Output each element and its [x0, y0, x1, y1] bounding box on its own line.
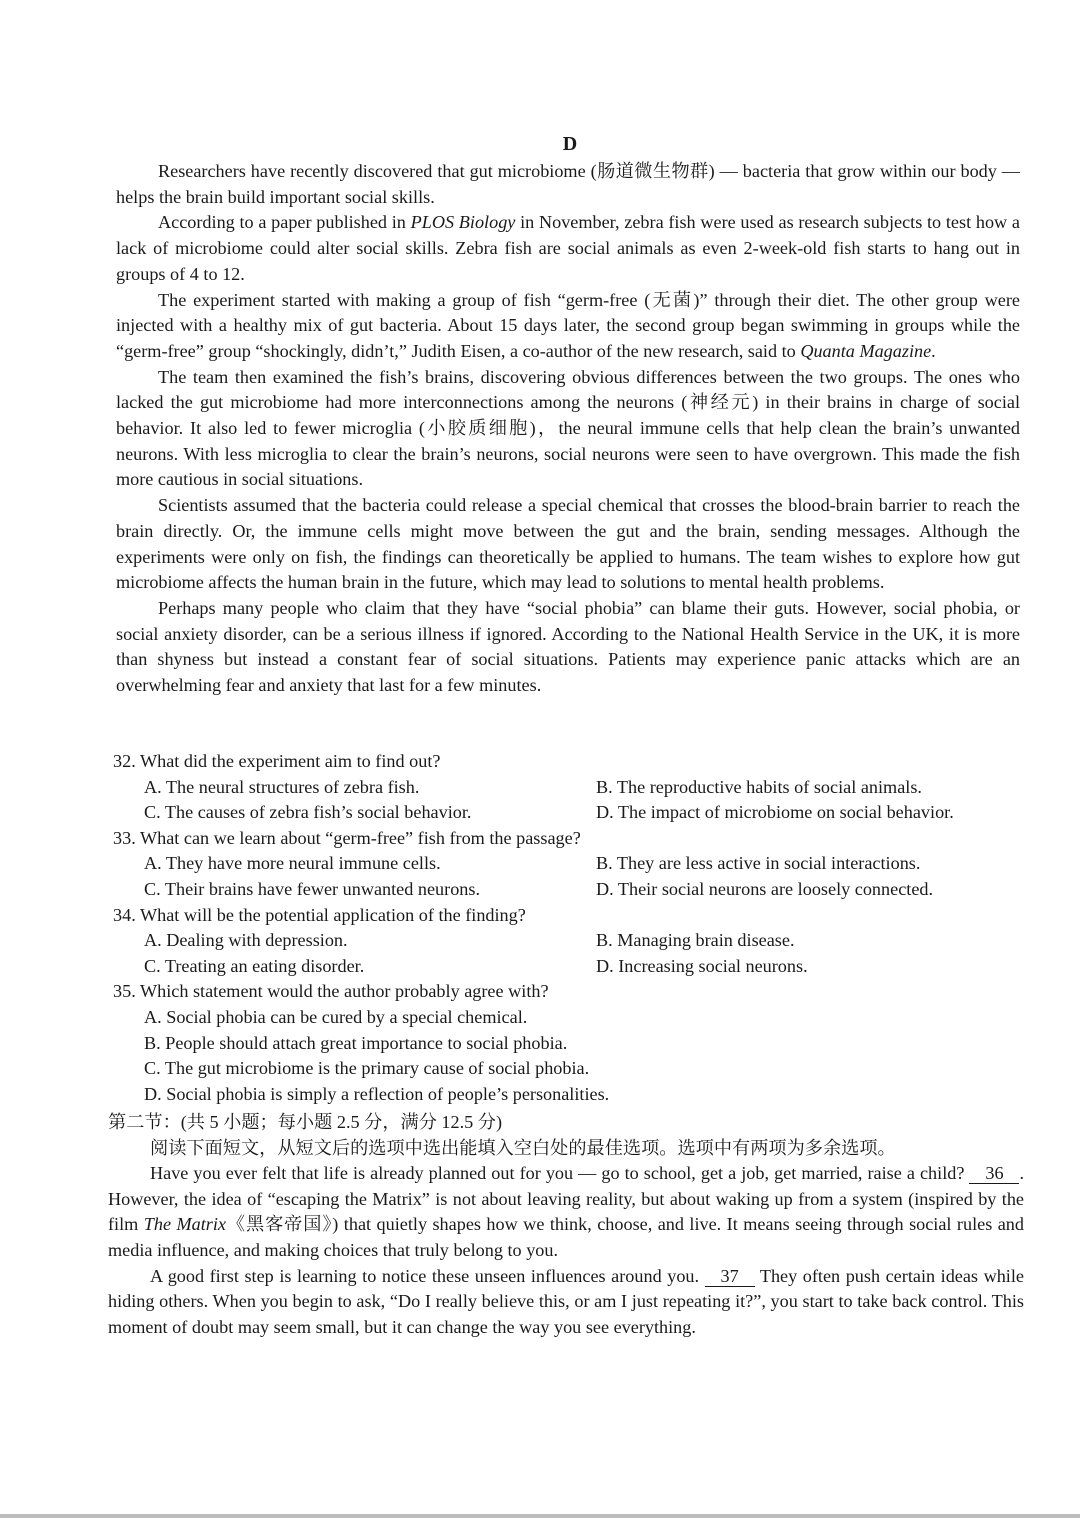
paragraph-text: .	[931, 340, 936, 361]
blank-37[interactable]: 37	[705, 1266, 755, 1287]
cloze-paragraph	[108, 1161, 1024, 1263]
section-title: 第二节：(共 5 小题；每小题 2.5 分，满分 12.5 分)	[108, 1112, 503, 1132]
option-a[interactable]: A. The neural structures of zebra fish.	[144, 776, 420, 797]
option-d[interactable]: D. Increasing social neurons.	[596, 955, 808, 976]
paragraph-text: 《黑客帝国》) that quietly shapes how we think, choose, and live. It means seeing through social rules and media influence, and making choices that truly belong to you.	[108, 1214, 1024, 1260]
option-b[interactable]: B. Managing brain disease.	[596, 930, 795, 951]
reading-passage	[116, 159, 1020, 699]
scan-edge-divider	[0, 1514, 1080, 1518]
question-stem: 35. Which statement would the author probably agree with?	[113, 981, 549, 1002]
paragraph-text: The experiment started with making a group of fish “germ-free (无菌)” through their diet. The other group were injected with a healthy mix of gut bacteria. About 15 days later, the second group began swimming in groups while the “germ-free” group “shockingly, didn’t,” Judith Eisen, a co-author of the new research, said to	[116, 289, 1020, 361]
paragraph-text: According to a paper published in	[158, 212, 411, 233]
option-d[interactable]: D. Their social neurons are loosely connected.	[596, 878, 934, 899]
option-list	[113, 1005, 1023, 1107]
option-d[interactable]: D. The impact of microbiome on social behavior.	[596, 802, 954, 823]
option-grid	[113, 851, 1023, 902]
passage-paragraph	[116, 159, 1020, 210]
option-grid	[113, 775, 1023, 826]
option-c[interactable]: C. The causes of zebra fish’s social behavior.	[144, 802, 472, 823]
journal-title: PLOS Biology	[410, 212, 516, 233]
passage-paragraph	[116, 596, 1020, 699]
passage-paragraph	[116, 288, 1020, 365]
option-a[interactable]: A. Dealing with depression.	[144, 930, 348, 951]
option-c[interactable]: C. The gut microbiome is the primary cause of social phobia.	[144, 1058, 590, 1079]
magazine-title: Quanta Magazine	[800, 340, 932, 361]
option-b[interactable]: B. People should attach great importance to social phobia.	[144, 1032, 568, 1053]
question-stem: 33. What can we learn about “germ-free” fish from the passage?	[113, 827, 581, 848]
passage-paragraph	[116, 210, 1020, 287]
paragraph-text: Scientists assumed that the bacteria could release a special chemical that crosses the blood-brain barrier to reach the brain directly. Or, the immune cells might move between the gut and the brain, sending messages. Although the experiments were only on fish, the findings can theoretically be applied to humans. The team wishes to explore how gut microbiome affects the human brain in the future, which may lead to solutions to mental health problems.	[116, 495, 1020, 593]
option-b[interactable]: B. They are less active in social interactions.	[596, 853, 921, 874]
option-grid	[113, 928, 1023, 979]
paragraph-text: The team then examined the fish’s brains, discovering obvious differences between the two groups. The ones who lacked the gut microbiome had more interconnections among the neurons (神经元) in their brains in charge of social behavior. It also led to fewer microglia (小胶质细胞)，the neural immune cells that help clean the brain’s unwanted neurons. With less microglia to clear the brain’s neurons, social neurons were seen to have overgrown. This made the fish more cautious in social situations.	[116, 366, 1020, 490]
cloze-paragraph	[108, 1264, 1024, 1341]
blank-36[interactable]: 36	[969, 1163, 1019, 1184]
question-stem: 34. What will be the potential application of the finding?	[113, 904, 526, 925]
option-a[interactable]: A. They have more neural immune cells.	[144, 853, 441, 874]
section-heading: D	[562, 133, 578, 155]
option-b[interactable]: B. The reproductive habits of social animals.	[596, 776, 922, 797]
question-stem: 32. What did the experiment aim to find out?	[113, 751, 441, 771]
paragraph-text: Researchers have recently discovered that gut microbiome (肠道微生物群) — bacteria that grow within our body — helps the brain build important social skills.	[116, 161, 1020, 207]
paragraph-text: . However, the idea of “escaping the Matrix” is not about leaving reality, but about waking up from a system (inspired by the film	[108, 1163, 1024, 1235]
question-list	[113, 749, 1023, 1107]
paragraph-text: in November, zebra fish were used as research subjects to test how a lack of microbiome could alter social skills. Zebra fish are social animals as even 2-week-old fish starts to hang out in groups of 4 to 12.	[116, 212, 1020, 284]
option-d[interactable]: D. Social phobia is simply a reflection of people’s personalities.	[144, 1083, 610, 1104]
paragraph-text: Perhaps many people who claim that they have “social phobia” can blame their guts. However, social phobia, or social anxiety disorder, can be a serious illness if ignored. According to the National Health Service in the UK, it is more than shyness but instead a constant fear of social situations. Patients may experience panic attacks which are an overwhelming fear and anxiety that last for a few minutes.	[116, 597, 1020, 696]
paragraph-text: They often push certain ideas while hiding others. When you begin to ask, “Do I really believe this, or am I just repeating it?”, you start to take back control. This moment of doubt may seem small, but it can change the way you see everything.	[108, 1265, 1024, 1337]
paragraph-text: A good first step is learning to notice these unseen influences around you.	[150, 1265, 705, 1286]
question-34	[113, 903, 1023, 980]
option-c[interactable]: C. Their brains have fewer unwanted neurons.	[144, 878, 481, 899]
section-two	[108, 1110, 1024, 1340]
question-35	[113, 979, 1023, 1107]
question-32	[113, 749, 1023, 826]
question-33	[113, 826, 1023, 903]
option-c[interactable]: C. Treating an eating disorder.	[144, 955, 365, 976]
film-title: The Matrix	[143, 1214, 226, 1235]
passage-paragraph	[116, 365, 1020, 494]
option-a[interactable]: A. Social phobia can be cured by a special chemical.	[144, 1006, 528, 1027]
passage-paragraph	[116, 493, 1020, 596]
section-instruction: 阅读下面短文，从短文后的选项中选出能填入空白处的最佳选项。选项中有两项为多余选项。	[150, 1137, 896, 1158]
paragraph-text: Have you ever felt that life is already planned out for you — go to school, get a job, get married, raise a child?	[150, 1163, 970, 1184]
cloze-passage	[108, 1161, 1024, 1340]
